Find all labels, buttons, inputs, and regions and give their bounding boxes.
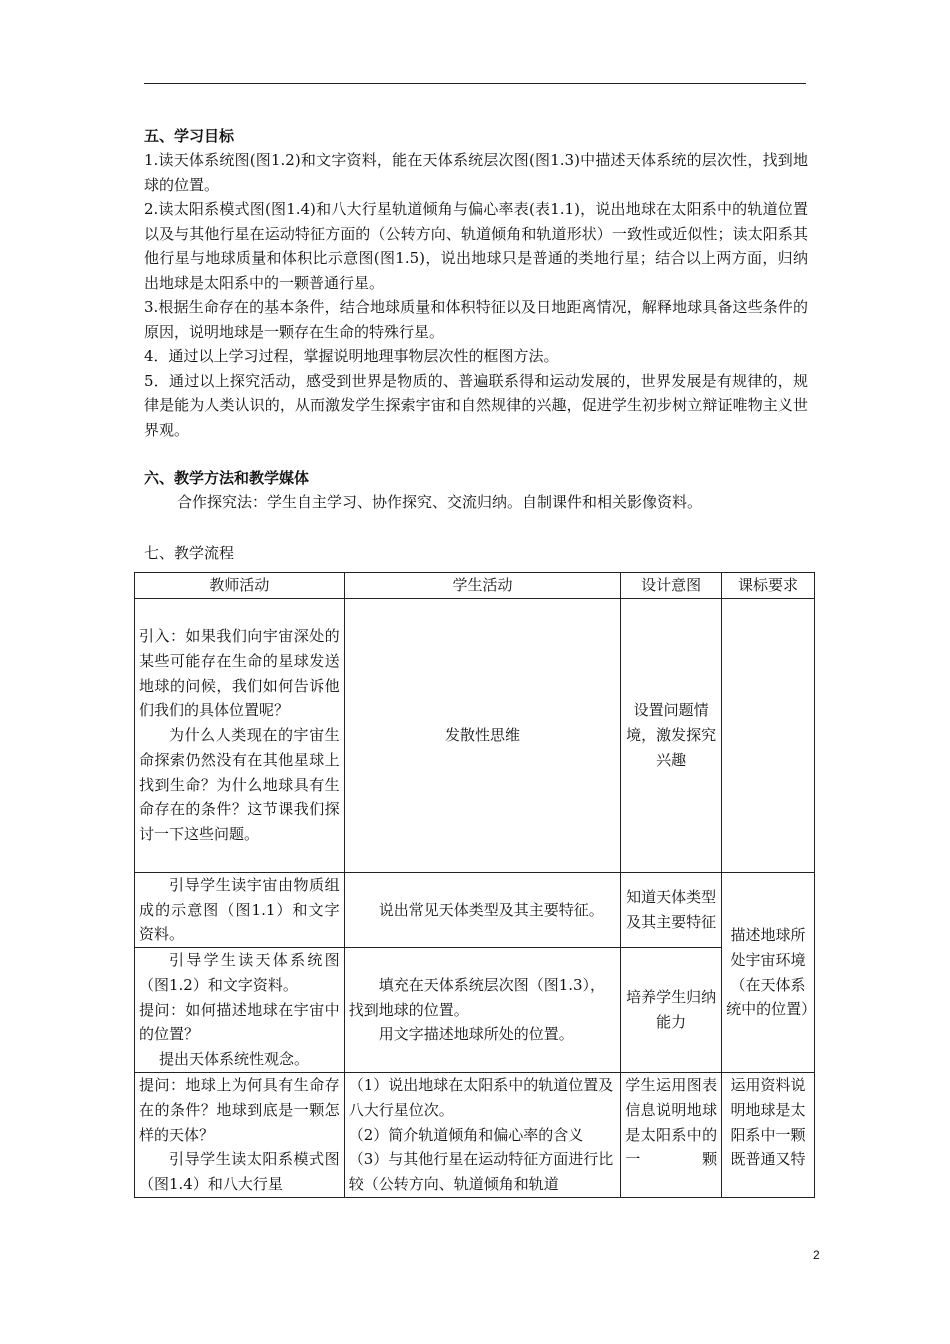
table-row (135, 873, 815, 948)
curriculum-standard-cell: 描述地球所处宇宙环境（在天体系统中的位置） (722, 873, 815, 1073)
methods-text: 合作探究法：学生自主学习、协作探究、交流归纳。自制课件和相关影像资料。 (177, 493, 703, 511)
student-activity-cell: 填充在天体系统层次图（图1.3），找到地球的位置。 用文字描述地球所处的位置。 (344, 948, 621, 1073)
teacher-activity-cell: 引导学生读天体系统图（图1.2）和文字资料。 提问：如何描述地球在宇宙中的位置？ 提出天体系统性观念。 (135, 948, 345, 1073)
column-header-teacher: 教师活动 (135, 573, 345, 599)
header-rule (144, 83, 806, 84)
table-row (135, 1073, 815, 1198)
objective-item-2: 2.读太阳系模式图(图1.4)和八大行星轨道倾角与偏心率表(表1.1)，说出地球在太阳系中的轨道位置以及与其他行星在运动特征方面的（公转方向、轨道倾角和轨道形状）一致性或近似性；读太阳系其他行星与地球质量和体积比示意图(图1.5)，说出地球只是普通的类地行星；结合以上两方面，归纳出地球是太阳系中的一颗普通行星。 (144, 200, 808, 292)
student-activity-cell: 发散性思维 (344, 599, 621, 873)
design-intent-cell: 设置问题情境，激发探究兴趣 (621, 599, 722, 873)
section7-heading: 七、教学流程 (144, 543, 235, 562)
objective-item-3: 3.根据生命存在的基本条件，结合地球质量和体积特征以及日地距离情况，解释地球具备这些条件的原因，说明地球是一颗存在生命的特殊行星。 (144, 298, 808, 341)
column-header-standard: 课标要求 (722, 573, 815, 599)
design-intent-cell: 学生运用图表信息说明地球是太阳系中的一颗 (621, 1073, 722, 1198)
page-number: 2 (813, 1248, 820, 1262)
teacher-activity-cell: 引入：如果我们向宇宙深处的某些可能存在生命的星球发送地球的问候，我们如何告诉他们我们的具体位置呢？ 为什么人类现在的宇宙生命探索仍然没有在其他星球上找到生命？为什么地球具有生命存在的条件？这节课我们探讨一下这些问题。 (135, 599, 345, 873)
design-intent-cell: 培养学生归纳能力 (621, 948, 722, 1073)
teacher-activity-cell: 引导学生读宇宙由物质组成的示意图（图1.1）和文字资料。 (135, 873, 345, 948)
objective-item-1: 1.读天体系统图(图1.2)和文字资料，能在天体系统层次图(图1.3)中描述天体系统的层次性，找到地球的位置。 (144, 151, 808, 194)
column-header-intent: 设计意图 (621, 573, 722, 599)
column-header-student: 学生活动 (344, 573, 621, 599)
table-row (135, 948, 815, 1073)
curriculum-standard-cell: 运用资料说明地球是太阳系中一颗既普通又特 (722, 1073, 815, 1198)
section6-heading: 六、教学方法和教学媒体 (144, 469, 310, 487)
design-intent-cell: 知道天体类型及其主要特征 (621, 873, 722, 948)
table-row (135, 599, 815, 873)
objective-item-4: 4．通过以上学习过程，掌握说明地理事物层次性的框图方法。 (144, 347, 559, 365)
document-body (144, 124, 808, 565)
objective-item-5: 5．通过以上探究活动，感受到世界是物质的、普遍联系得和运动发展的，世界发展是有规律的，规律是能为人类认识的，从而激发学生探索宇宙和自然规律的兴趣，促进学生初步树立辩证唯物主义世界观。 (144, 371, 808, 439)
teaching-flow-table (134, 572, 815, 1198)
curriculum-standard-cell (722, 599, 815, 873)
teacher-activity-cell: 提问：地球上为何具有生命存在的条件？地球到底是一颗怎样的天体？ 引导学生读太阳系模式图（图1.4）和八大行星 (135, 1073, 345, 1198)
section5-heading: 五、学习目标 (144, 127, 235, 145)
student-activity-cell: （1）说出地球在太阳系中的轨道位置及八大行星位次。 （2）简介轨道倾角和偏心率的含义 （3）与其他行星在运动特征方面进行比较（公转方向、轨道倾角和轨道 (344, 1073, 621, 1198)
student-activity-cell: 说出常见天体类型及其主要特征。 (344, 873, 621, 948)
table-header-row (135, 573, 815, 599)
